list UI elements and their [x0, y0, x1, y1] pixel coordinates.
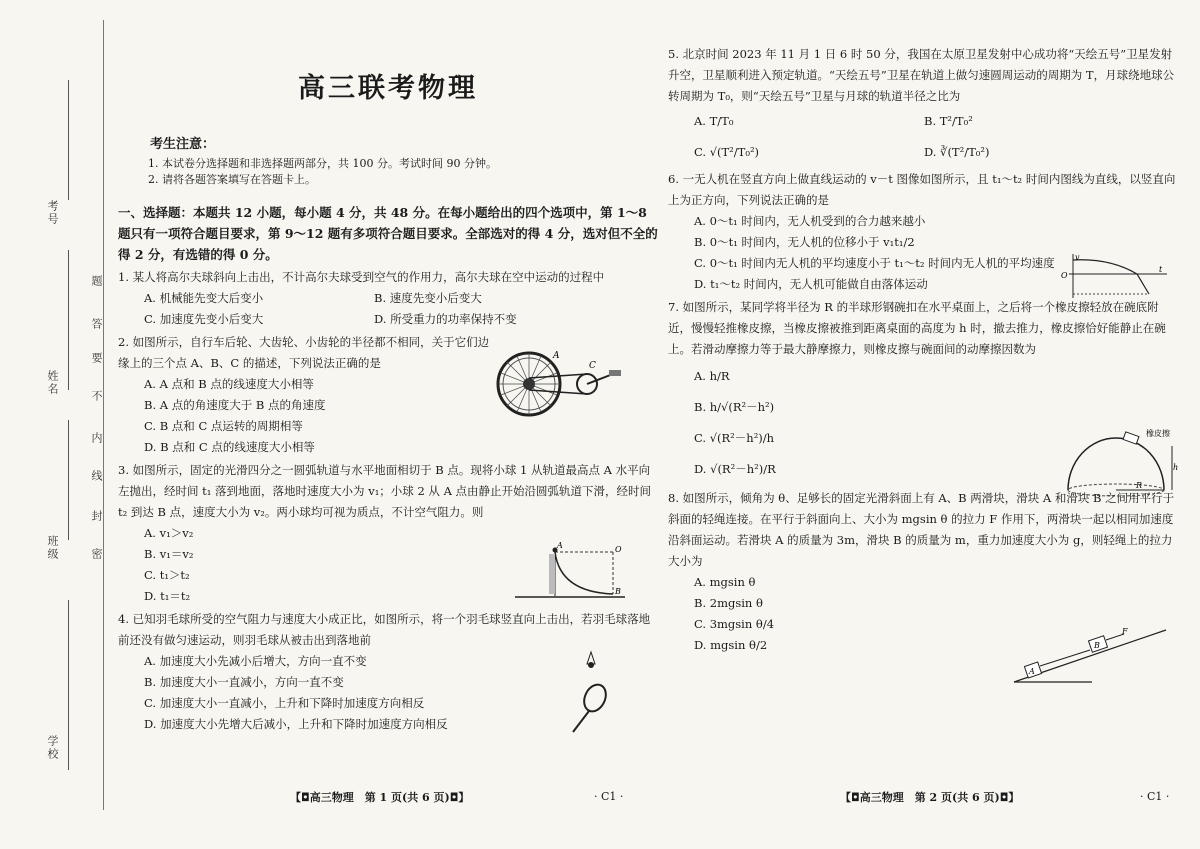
- notice-item: 2. 请将各题答案填写在答题卡上。: [148, 173, 316, 186]
- question-stem: 3. 如图所示，固定的光滑四分之一圆弧轨道与水平地面相切于 B 点。现将小球 1 从轨道最高点 A 水平向左抛出，经时间 t₁ 落到地面，落地时速度大小为 v₁；小球 2 从 A 点由静止开始沿圆弧轨道下滑，经时间 t₂ 到达 B 点，速度大小为 v₂。两小球均可视为质点，不计空气阻力。则: [118, 463, 652, 519]
- option-c: C. √(R²－h²)/h: [694, 431, 775, 445]
- seal-char: 密: [90, 548, 103, 561]
- option-a: A. mgsin θ: [694, 575, 756, 589]
- seal-line: [103, 20, 104, 810]
- option-a: A. 加速度大小先减小后增大，方向一直不变: [144, 654, 367, 668]
- seal-char: 要: [90, 352, 103, 365]
- question-stem: 5. 北京时间 2023 年 11 月 1 日 6 时 50 分，我国在太原卫星发射中心成功将“天绘五号”卫星发射升空，卫星顺利进入预定轨道。“天绘五号”卫星在轨道上做匀速圆周运动的周期为 T，月球绕地球公转周期为 T₀，则“天绘五号”卫星与月球的轨道半径之比为: [668, 47, 1175, 103]
- option-b: B. h/√(R²－h²): [694, 400, 775, 414]
- question-stem: 1. 某人将高尔夫球斜向上击出，不计高尔夫球受到空气的作用力，高尔夫球在空中运动的过程中: [118, 270, 605, 284]
- option-b: B. T²/T₀²: [924, 114, 973, 128]
- bicycle-wheel-figure: [495, 348, 625, 420]
- question-5: [668, 44, 1178, 163]
- option-b: B. 加速度大小一直减小，方向一直不变: [144, 675, 344, 689]
- block-a-label: A: [1029, 667, 1035, 676]
- page-2-code: · C1 ·: [1140, 790, 1170, 803]
- option-c: C. √(T²/T₀²): [694, 145, 760, 159]
- page-1-code: · C1 ·: [594, 790, 624, 803]
- seal-char: 答: [90, 318, 103, 331]
- r-label: R: [1136, 481, 1143, 490]
- incline-figure: [1010, 626, 1170, 688]
- school-label: 学校: [46, 735, 59, 761]
- t-axis-label: t: [1159, 265, 1163, 274]
- question-stem: 4. 已知羽毛球所受的空气阻力与速度大小成正比，如图所示，将一个羽毛球竖直向上击出，若羽毛球落地前还没有做匀速运动，则羽毛球从被击出到落地前: [118, 612, 651, 647]
- option-d: D. 加速度大小先增大后减小，上升和下降时加速度方向相反: [144, 717, 448, 731]
- question-2: [118, 332, 493, 458]
- option-c: C. B 点和 C 点运转的周期相等: [144, 419, 303, 433]
- seal-char: 封: [90, 510, 103, 523]
- option-b: B. 速度先变小后变大: [374, 291, 482, 305]
- exam-title: 高三联考物理: [298, 73, 478, 104]
- force-f-label: F: [1122, 627, 1128, 636]
- school-line: [68, 600, 69, 770]
- seal-char: 不: [90, 390, 103, 403]
- option-c: C. 0～t₁ 时间内无人机的平均速度小于 t₁～t₂ 时间内无人机的平均速度: [694, 256, 1055, 270]
- option-d: D. t₁～t₂ 时间内，无人机可能做自由落体运动: [694, 277, 928, 291]
- option-d: D. √(R²－h²)/R: [694, 462, 776, 476]
- option-d: D. mgsin θ/2: [694, 638, 768, 652]
- name-label: 姓名: [46, 370, 59, 396]
- seal-char: 题: [90, 275, 103, 288]
- option-d: D. 所受重力的功率保持不变: [374, 312, 517, 326]
- seal-char: 内: [90, 432, 103, 445]
- name-line: [68, 250, 69, 390]
- vt-graph-figure: [1055, 252, 1175, 302]
- option-a: A. v₁＞v₂: [144, 526, 194, 540]
- racket-figure: [565, 650, 620, 735]
- point-a-label: A: [557, 541, 563, 550]
- option-b: B. 2mgsin θ: [694, 596, 763, 610]
- option-c: C. 加速度先变小后变大: [144, 312, 264, 326]
- exam-number-line: [68, 80, 69, 200]
- option-c: C. 3mgsin θ/4: [694, 617, 775, 631]
- notice-item: 1. 本试卷分选择题和非选择题两部分，共 100 分。考试时间 90 分钟。: [148, 157, 497, 170]
- page-2-footer: 【◘高三物理 第 2 页(共 6 页)◘】: [840, 791, 1020, 804]
- h-label: h: [1173, 463, 1179, 472]
- point-o-label: O: [615, 545, 622, 554]
- v-axis-label: v: [1075, 253, 1080, 262]
- class-label: 班级: [46, 535, 59, 561]
- option-c: C. t₁＞t₂: [144, 568, 190, 582]
- option-b: B. v₁＝v₂: [144, 547, 194, 561]
- arc-track-figure: [515, 540, 630, 602]
- right-column: [668, 42, 1178, 656]
- option-c: C. 加速度大小一直减小，上升和下降时加速度方向相反: [144, 696, 425, 710]
- block-b-label: B: [1094, 641, 1100, 650]
- option-b: B. 0～t₁ 时间内，无人机的位移小于 v₁t₁/2: [694, 235, 915, 249]
- question-stem: 8. 如图所示，倾角为 θ、足够长的固定光滑斜面上有 A、B 两滑块，滑块 A 和滑块 B 之间用平行于斜面的轻绳连接。在平行于斜面向上、大小为 mgsin θ 的拉力 F 作用下，两滑块一起以相同加速度沿斜面运动。若滑块 A 的质量为 3m，滑块 B 的质量为 m，重力加速度大小为 g，则轻绳上的拉力大小为: [668, 491, 1175, 568]
- option-b: B. A 点的角速度大于 B 点的角速度: [144, 398, 326, 412]
- origin-label: O: [1061, 271, 1068, 280]
- option-a: A. A 点和 B 点的线速度大小相等: [144, 377, 314, 391]
- option-a: A. 0～t₁ 时间内，无人机受到的合力越来越小: [694, 214, 926, 228]
- exam-number-label: 考号: [46, 200, 59, 226]
- question-stem: 6. 一无人机在竖直方向上做直线运动的 v－t 图像如图所示，且 t₁～t₂ 时间内图线为直线，以竖直向上为正方向，下列说法正确的是: [668, 172, 1176, 207]
- point-a-label: A: [553, 351, 560, 361]
- bowl-figure: [1060, 420, 1180, 500]
- option-a: A. T/T₀: [694, 114, 734, 128]
- question-stem: 7. 如图所示，某同学将半径为 R 的半球形钢碗扣在水平桌面上，之后将一个橡皮擦轻放在碗底附近，慢慢轻推橡皮擦，当橡皮擦被推到距离桌面的高度为 h 时，撤去推力，橡皮擦恰好能静止在碗上。若滑动摩擦力等于最大静摩擦力，则橡皮擦与碗面间的动摩擦因数为: [668, 300, 1166, 356]
- section-heading: 一、选择题：本题共 12 小题，每小题 4 分，共 48 分。在每小题给出的四个选项中，第 1～8 题只有一项符合题目要求，第 9～12 题有多项符合题目要求。全部选对的得 4 分，选对但不全的得 2 分，有选错的得 0 分。: [118, 205, 658, 262]
- notice-heading: 考生注意：: [150, 137, 216, 152]
- binding-strip: [0, 0, 112, 849]
- question-stem: 2. 如图所示，自行车后轮、大齿轮、小齿轮的半径都不相同，关于它们边缘上的三个点 A、B、C 的描述，下列说法正确的是: [118, 335, 490, 370]
- point-b-label: B: [615, 587, 621, 596]
- option-d: D. B 点和 C 点的线速度大小相等: [144, 440, 315, 454]
- option-d: D. ∛(T²/T₀²): [924, 145, 990, 159]
- eraser-label: 橡皮擦: [1146, 429, 1170, 438]
- seal-char: 线: [90, 470, 103, 483]
- point-c-label: C: [589, 361, 596, 371]
- class-line: [68, 420, 69, 540]
- option-d: D. t₁＝t₂: [144, 589, 191, 603]
- question-1: [118, 267, 658, 330]
- option-a: A. 机械能先变大后变小: [144, 291, 264, 305]
- option-a: A. h/R: [694, 369, 730, 383]
- page-1-footer: 【◘高三物理 第 1 页(共 6 页)◘】: [290, 791, 470, 804]
